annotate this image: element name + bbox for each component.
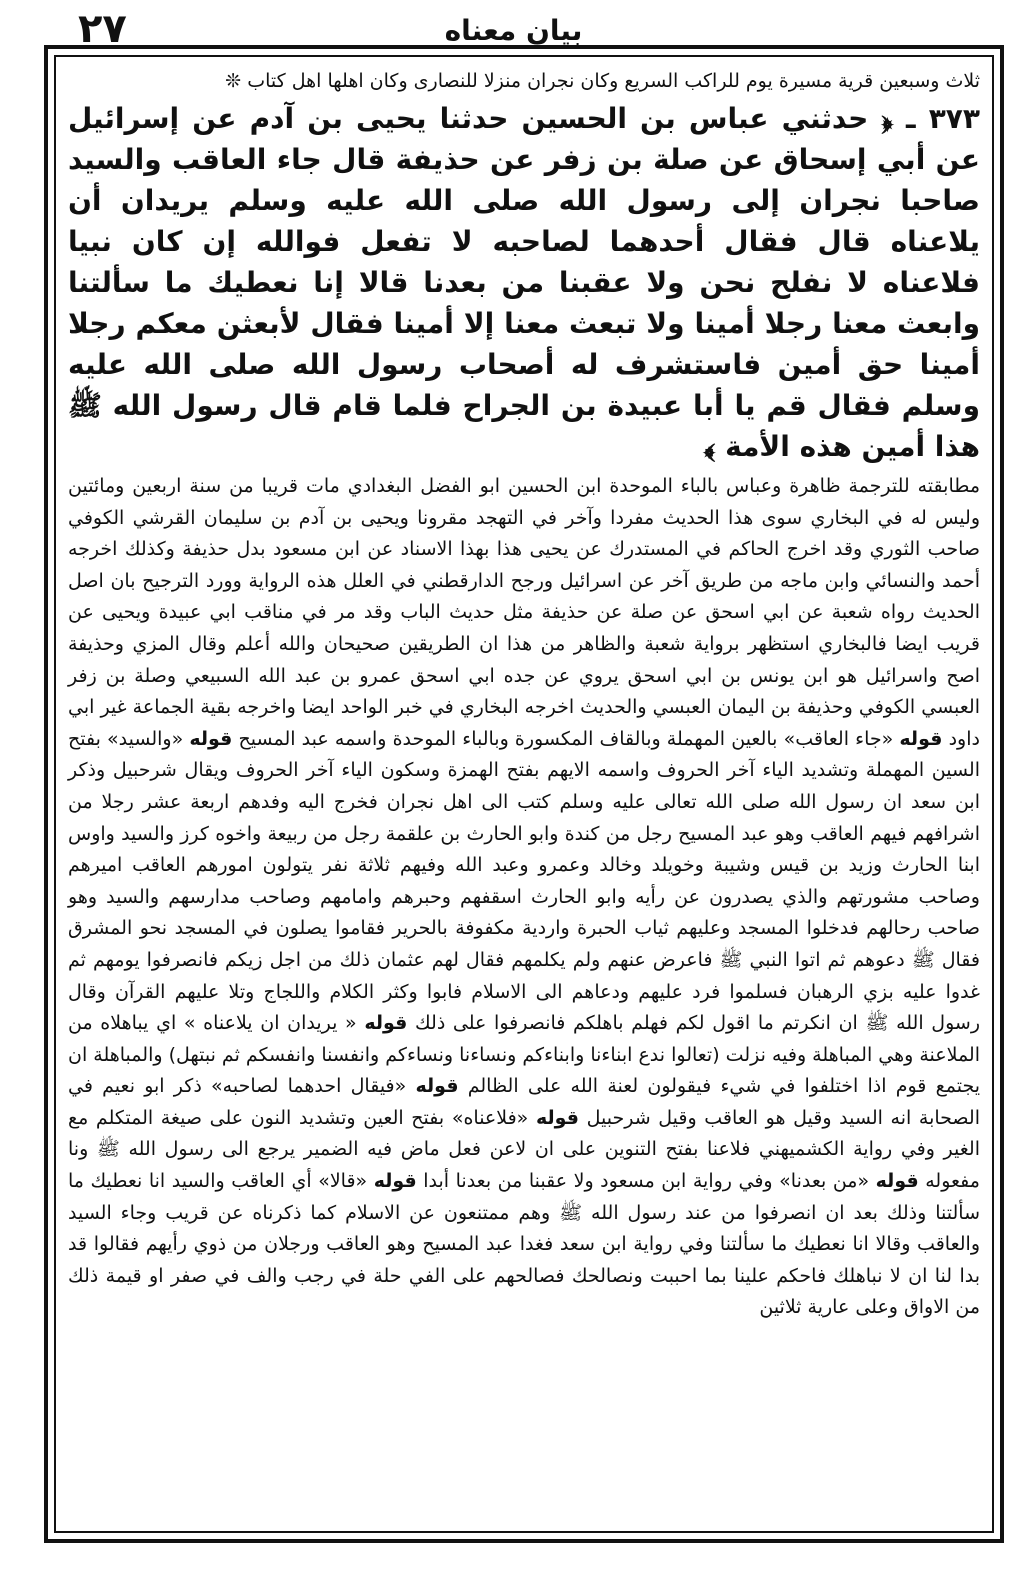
commentary-para-6: «فلاعناه» بفتح العين وتشديد النون على صيغة المتكلم مع الغير وفي رواية الكشميهني فلاعنا بفتح التنوين على ان لاعن فعل ماض فيه الضمير يرجع الى رسول الله ﷺ ونا مفعوله [68, 1106, 980, 1193]
page-number: ٢٧ [78, 6, 127, 52]
qawl-marker: قوله [364, 1012, 408, 1035]
qawl-marker: قوله [373, 1170, 417, 1193]
qawl-marker: قوله [535, 1106, 579, 1129]
commentary-para-5: «فيقال احدهما لصاحبه» ذكر ابو نعيم في الصحابة انه السيد وقيل هو العاقب وقيل شرحبيل [68, 1075, 980, 1129]
commentary-para-8: «قالا» أي العاقب والسيد انا نعطيك ما سألتنا وذلك بعد ان انصرفوا من عند رسول الله ﷺ وهم ممتنعون عن الاسلام كما ذكرناه عن قريب وجاء السيد والعاقب وقالا انا نعطيك ما سألتنا وفي رواية ابن سعد فغدا عبد المسيح وهو العاقب ورجلان من ذوي رأيهم فقالوا قد بدا لنا ان لا نباهلك فاحكم علينا بما احببت ونصالحك فصالحهم على الفي حلة في رجب والف في صفر او قيمة ذلك من الاواق وعلى عارية ثلاثين [68, 1170, 980, 1319]
commentary-para-7: «من بعدنا» وفي رواية ابن مسعود ولا عقبنا من بعدنا أبدا [423, 1170, 870, 1193]
commentary-para-2: «جاء العاقب» بالعين المهملة وبالقاف المكسورة وبالباء الموحدة واسمه عبد المسيح [238, 727, 894, 750]
hadith-text-block [68, 98, 980, 467]
qawl-marker: قوله [899, 727, 943, 750]
hadith-text: ﴿ حدثني عباس بن الحسين حدثنا يحيى بن آدم عن إسرائيل عن أبي إسحاق عن صلة بن زفر عن حذيفة قال جاء العاقب والسيد صاحبا نجران إلى رسول الله صلى الله عليه وسلم يريدان أن يلاعناه قال فقال أحدهما لصاحبه لا تفعل فوالله إن كان نبيا فلاعناه لا نفلح نحن ولا عقبنا من بعدنا قالا إنا نعطيك ما سألتنا وابعث معنا رجلا أمينا ولا تبعث معنا إلا أمينا فقال لأبعثن معكم رجلا أمينا حق أمين فاستشرف له أصحاب رسول الله صلى الله عليه وسلم فقال قم يا أبا عبيدة بن الجراح فلما قام قال رسول الله ﷺ هذا أمين هذه الأمة ﴾ [68, 102, 980, 463]
commentary-block [68, 471, 980, 1324]
commentary-para-1: مطابقته للترجمة ظاهرة وعباس بالباء الموحدة ابن الحسين ابو الفضل البغدادي مات قريبا من سنة اربعين ومائتين وليس له في البخاري سوى هذا الحديث مفردا وآخر في التهجد مقرونا ويحيى بن آدم بن سليمان القرشي الكوفي صاحب الثوري وقد اخرج الحاكم في المستدرك عن يحيى هذا بهذا الاسناد عن ابن مسعود بدل حذيفة وكذلك اخرجه أحمد والنسائي وابن ماجه من طريق آخر عن اسرائيل ورجح الدارقطني في العلل هذه الرواية وورد الترجيح بان اصل الحديث رواه شعبة عن ابي اسحق عن صلة عن حذيفة مثل حديث الباب وقد مر في مناقب ابي عبيدة ويحيى عن قريب ايضا فالبخاري استظهر برواية شعبة والظاهر من هذا ان الطريقين صحيحان والله أعلم وقال المزي وحذيفة اصح واسرائيل هو ابن يونس بن ابي اسحق يروي عن جده ابي اسحق عمرو بن عبد الله السبيعي وصلة بن زفر العبسي الكوفي وحذيفة بن اليمان العبسي والحديث اخرجه البخاري في خبر الواحد ايضا واخرجه بقية الجماعة غير ابي داود [68, 475, 980, 750]
qawl-marker: قوله [875, 1170, 919, 1193]
commentary-para-3: «والسيد» بفتح السين المهملة وتشديد الياء آخر الحروف واسمه الايهم بفتح الهمزة وسكون الياء آخر الحروف ويقال شرحبيل وذكر ابن سعد ان رسول الله صلى الله تعالى عليه وسلم كتب الى اهل نجران فخرج اليه وفدهم اربعة عشر رجلا من اشرافهم فيهم العاقب وهو عبد المسيح رجل من كندة وابو الحارث بن علقمة رجل من ربيعة واخوه كرز والسيد واوس ابنا الحارث وزيد بن قيس وشيبة وخويلد وخالد وعمرو وعبد الله وفيهم ثلاثة نفر يتولون امورهم العاقب اميرهم وصاحب مشورتهم والذي يصدرون عن رأيه وابو الحارث اسقفهم وحبرهم وامامهم وصاحب مدارسهم والسيد وهو صاحب رحالهم فدخلوا المسجد وعليهم ثياب الحبرة واردية مكفوفة بالحرير فقاموا يصلون في المسجد نحو المشرق فقال ﷺ دعوهم ثم اتوا النبي ﷺ فاعرض عنهم ولم يكلمهم فقال لهم عثمان ذلك من اجل زيكم فانصرفوا يومهم ثم غدوا عليه بزي الرهبان فسلموا فرد عليهم ودعاهم الى الاسلام فابوا وكثر الكلام واللجاج وتلا عليهم القرآن وقال رسول الله ﷺ ان انكرتم ما اقول لكم فهلم باهلكم فانصرفوا على ذلك [68, 727, 980, 1035]
commentary-para-4: « يريدان ان يلاعناه » اي يباهلاه من الملاعنة وهي المباهلة وفيه نزلت (تعالوا ندع ابناءنا وابناءكم ونساءنا ونساءكم وانفسنا وانفسكم ثم نبتهل) والمباهلة ان يجتمع قوم اذا اختلفوا في شيء فيقولون لعنة الله على الظالم [68, 1012, 980, 1098]
page-body [62, 66, 986, 1526]
hadith-number: ٣٧٣ ـ [906, 102, 980, 135]
intro-line: ثلاث وسبعين قرية مسيرة يوم للراكب السريع وكان نجران منزلا للنصارى وكان اهلها اهل كتاب ❊ [225, 70, 980, 92]
qawl-marker: قوله [415, 1075, 459, 1098]
running-title: بيان معناه [444, 14, 583, 47]
qawl-marker: قوله [189, 727, 233, 750]
